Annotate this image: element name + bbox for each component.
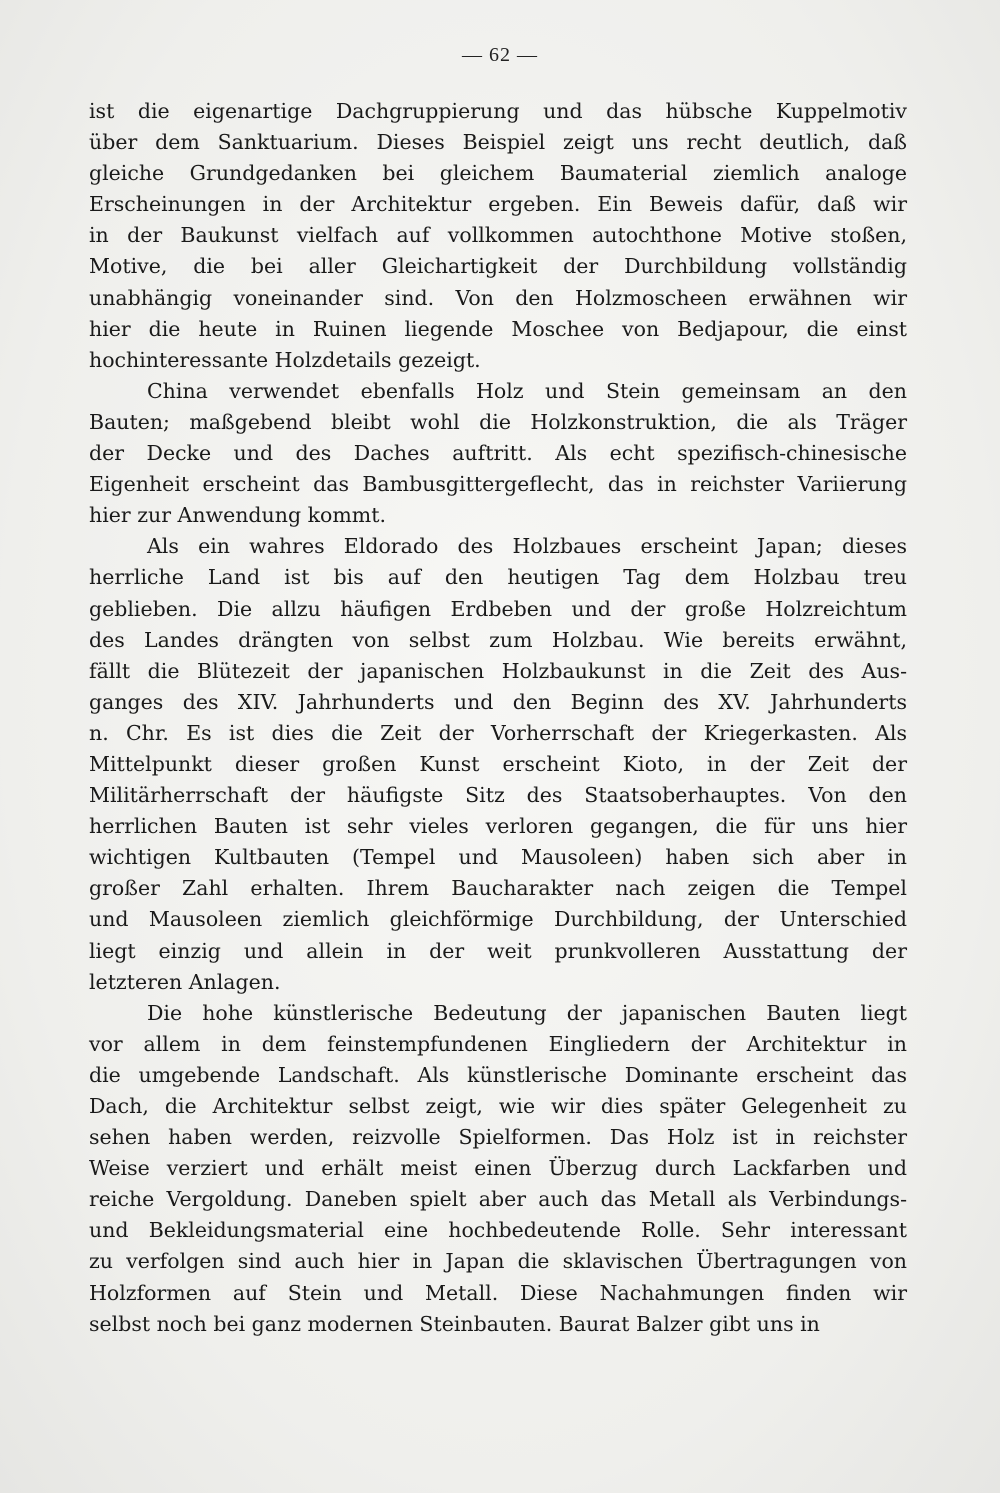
text-line: Die hohe künstlerische Bedeutung der japanischen Bauten liegt (147, 1000, 907, 1025)
text-line: und Bekleidungsmaterial eine hochbedeutende Rolle. Sehr interessant (89, 1218, 907, 1243)
text-line: großer Zahl erhalten. Ihrem Baucharakter nach zeigen die Tempel (89, 876, 907, 901)
page-number: — 62 — (462, 44, 538, 66)
text-line: Dach, die Architektur selbst zeigt, wie wir dies später Gelegenheit zu (89, 1094, 907, 1118)
text-line: liegt einzig und allein in der weit prunkvolleren Ausstattung der (89, 938, 907, 963)
text-line: geblieben. Die allzu häufigen Erdbeben und der große Holzreichtum (89, 596, 907, 621)
text-line: sehen haben werden, reizvolle Spielformen. Das Holz ist in reichster (89, 1125, 907, 1150)
text-line: die umgebende Landschaft. Als künstlerische Dominante erscheint das (89, 1062, 907, 1087)
text-line: hier zur Anwendung kommt. (89, 503, 386, 528)
text-line: gleiche Grundgedanken bei gleichem Baumaterial ziemlich analoge (89, 161, 907, 186)
paragraph (89, 376, 907, 531)
text-line: hier die heute in Ruinen liegende Moschee von Bedjapour, die einst (89, 316, 907, 341)
text-line: ganges des XIV. Jahrhunderts und den Beginn des XV. Jahrhunderts (89, 689, 907, 714)
paragraph (89, 96, 907, 376)
text-line: selbst noch bei ganz modernen Steinbauten. Baurat Balzer gibt uns in (89, 1311, 820, 1336)
text-line: herrliche Land ist bis auf den heutigen Tag dem Holzbau treu (89, 565, 907, 590)
text-line: Eigenheit erscheint das Bambusgittergeflecht, das in reichster Variierung (89, 472, 907, 497)
text-line: Motive, die bei aller Gleichartigkeit der Durchbildung vollständig (89, 254, 907, 279)
text-line: vor allem in dem feinstempfundenen Eingliedern der Architektur in (89, 1031, 907, 1056)
text-line: hochinteressante Holzdetails gezeigt. (89, 347, 481, 372)
text-line: Bauten; maßgebend bleibt wohl die Holzkonstruktion, die als Träger (89, 409, 907, 434)
text-line: Erscheinungen in der Architektur ergeben. Ein Beweis dafür, daß wir (89, 192, 907, 217)
text-line: Weise verziert und erhält meist einen Überzug durch Lackfarben und (89, 1156, 907, 1181)
text-line: des Landes drängten von selbst zum Holzbau. Wie bereits erwähnt, (89, 627, 907, 652)
body-text (89, 96, 907, 1340)
text-line: wichtigen Kultbauten (Tempel und Mausoleen) haben sich aber in (89, 845, 907, 870)
text-line: unabhängig voneinander sind. Von den Holzmoscheen erwähnen wir (89, 285, 907, 310)
paragraph (89, 998, 907, 1340)
text-line: herrlichen Bauten ist sehr vieles verloren gegangen, die für uns hier (89, 814, 907, 839)
text-line: zu verfolgen sind auch hier in Japan die sklavischen Übertragungen von (89, 1249, 907, 1274)
text-line: Als ein wahres Eldorado des Holzbaues erscheint Japan; dieses (147, 534, 907, 559)
text-line: ist die eigenartige Dachgruppierung und das hübsche Kuppelmotiv (89, 99, 907, 123)
text-line: der Decke und des Daches auftritt. Als echt spezifisch-chinesische (89, 441, 907, 466)
text-line: reiche Vergoldung. Daneben spielt aber auch das Metall als Verbindungs- (89, 1187, 907, 1212)
text-line: China verwendet ebenfalls Holz und Stein gemeinsam an den (147, 378, 907, 403)
text-line: in der Baukunst vielfach auf vollkommen autochthone Motive stoßen, (89, 223, 907, 248)
text-line: Mittelpunkt dieser großen Kunst erscheint Kioto, in der Zeit der (89, 751, 907, 776)
text-line: letzteren Anlagen. (89, 969, 281, 994)
paragraph (89, 531, 907, 997)
text-line: und Mausoleen ziemlich gleichförmige Durchbildung, der Unterschied (89, 907, 907, 932)
text-line: n. Chr. Es ist dies die Zeit der Vorherrschaft der Kriegerkasten. Als (89, 720, 907, 745)
text-line: über dem Sanktuarium. Dieses Beispiel zeigt uns recht deutlich, daß (89, 130, 907, 155)
text-line: Militärherrschaft der häufigste Sitz des Staatsoberhauptes. Von den (89, 783, 907, 808)
text-line: Holzformen auf Stein und Metall. Diese Nachahmungen finden wir (89, 1280, 907, 1305)
text-line: fällt die Blütezeit der japanischen Holzbaukunst in die Zeit des Aus- (89, 658, 907, 683)
